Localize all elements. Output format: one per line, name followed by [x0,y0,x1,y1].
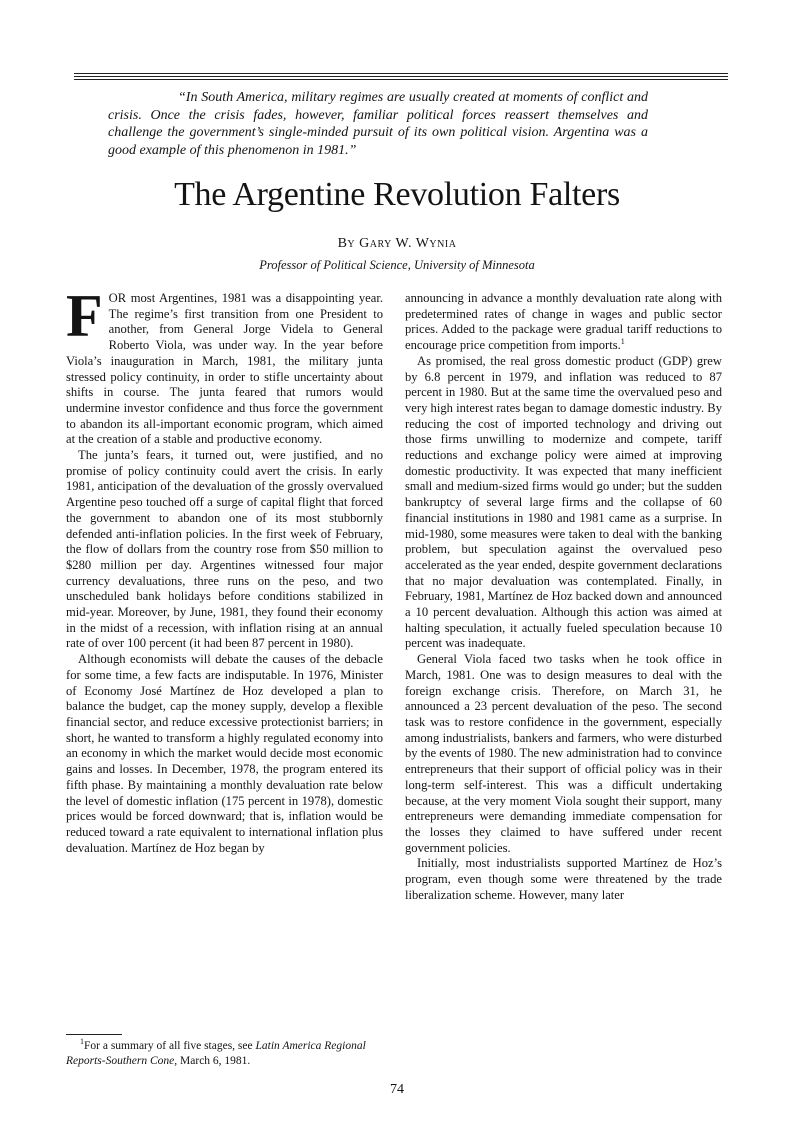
top-rule-3 [74,79,728,80]
epigraph-text: “In South America, military regimes are usually created at moments of conflict and crisis. Once the crisis fades, however, familiar political forces reassert themselves and challenge the government’s single-minded pursuit of its own political vision. Argentina was a good example of this phenomenon in 1981.” [108,90,648,158]
author-affiliation: Professor of Political Science, University of Minnesota [259,258,535,272]
footnote-number: 1 [80,1037,84,1047]
paragraph-4-text: announcing in advance a monthly devaluation rate along with predetermined rates of change in wages and public sector prices. Added to the package were gradual tariff reductions to encourage price competition from imports. [405,291,722,353]
page-number: 74 [390,1082,404,1097]
epigraph [108,89,648,159]
paragraph-6: General Viola faced two tasks when he took office in March, 1981. One was to design measures to deal with the foreign exchange crisis. Therefore, on March 31, he announced a 23 percent devaluation of the peso. The second task was to restore confidence in the government, especially among industrialists, bankers and farmers, who were disturbed by the events of 1980. The new administration had to convince entrepreneurs that their support of official policy was in their long-term self-interest. This was a difficult undertaking because, at the very moment Viola sought their support, many entrepreneurs were demanding immediate compensation for the losses they claimed to have suffered under recent government policies. [405,652,722,855]
footnote [66,1039,386,1068]
footnote-marker: 1 [620,336,625,346]
left-column [66,283,383,856]
footnote-rule [66,1034,122,1035]
top-rule-1 [74,73,728,74]
paragraph-4 [405,291,722,354]
drop-cap: F [66,283,103,349]
footnote-source: Latin America Regional Reports-Southern Cone, [66,1040,366,1067]
paragraph-2: The junta’s fears, it turned out, were justified, and no promise of policy continuity could avert the crisis. In early 1981, anticipation of the devaluation of the grossly overvalued Argentine peso touched off a surge of capital flight that forced the government to abandon one of its most stubbornly defended anti-inflation policies. In the first week of February, the flow of dollars from the country rose from $50 million to $280 million per day. Argentines witnessed four major currency devaluations, three runs on the peso, and two unscheduled bank holidays before conditions stabilized in mid-year. Moreover, by June, 1981, they found their economy in the midst of a recession, with inflation rising at an annual rate of over 100 percent (it had been 87 percent in 1980). [66,448,383,651]
footnote-text-pre: For a summary of all five stages, see [84,1040,256,1052]
paragraph-1 [66,283,383,448]
footnote-text-post: March 6, 1981. [177,1054,251,1067]
paragraph-7: Initially, most industrialists supported Martínez de Hoz’s program, even though some were threatened by the trade liberalization scheme. However, many later [405,856,722,902]
top-rule-2 [74,76,728,77]
article-title: The Argentine Revolution Falters [174,176,620,213]
paragraph-1-text: OR most Argentines, 1981 was a disappointing year. The regime’s first transition from one President to another, from General Jorge Videla to General Roberto Viola, was under way. In the year before Viola’s inauguration in March, 1981, the military junta stressed policy continuity, in order to stifle uncertainty about shifts in course. The junta feared that rumors would undermine investor confidence and thus force the government to abandon its all-important economic program, which aimed at the creation of a stable and productive economy. [66,291,383,447]
right-column [405,291,722,903]
paragraph-5: As promised, the real gross domestic product (GDP) grew by 6.8 percent in 1979, and inflation was reduced to 87 percent in 1980. But at the same time the overvalued peso and very high interest rates began to damage domestic industry. By reducing the cost of imported technology and driving out those firms unwilling to modernize and compete, tariff reductions and exchange policy were aimed at improving domestic productivity. It was expected that many inefficient small and medium-sized firms would go under; but the sudden bankruptcy of several large firms and the collapse of 60 financial institutions in 1980 and 1981 came as a surprise. In mid-1980, some measures were taken to deal with the banking problem, but speculation against the overvalued peso accelerated as the year ended, despite government declarations that no major devaluation was contemplated. Finally, in February, 1981, Martínez de Hoz backed down and announced a 10 percent devaluation. Although this action was aimed at halting speculation, it actually fueled speculation because 10 percent was inadequate. [405,353,722,651]
paragraph-3: Although economists will debate the causes of the debacle for some time, a few facts are indisputable. In 1976, Minister of Economy José Martínez de Hoz developed a plan to balance the budget, cap the money supply, develop a flexible financial sector, and reduce excessive protectionist barriers; in short, he wanted to transform a highly regulated economy into an economy in which the market would decide most economic gains and losses. In December, 1978, the program entered its fifth phase. By maintaining a monthly devaluation rate below the level of domestic inflation (175 percent in 1978), domestic prices would be forced downward; that is, inflation would be reduced toward a rate equivalent to international inflation plus devaluation. Martínez de Hoz began by [66,652,383,855]
byline: By Gary W. Wynia [337,236,457,251]
